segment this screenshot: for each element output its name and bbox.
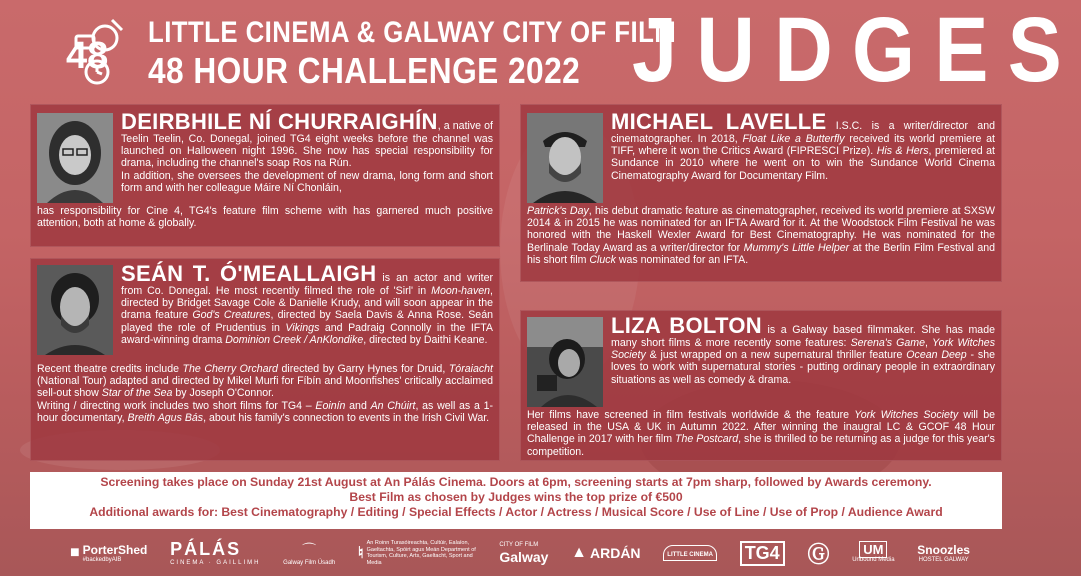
judge-bio: LIZA BOLTON is a Galway based filmmaker. She has made many short films & more recently some features: Serena's Game, York Witches Society & just wrapped on a new supernatural thriller feature Ocean Deep - she loves to work with supernatural stories - putting ordinary people in extraordinary situations as well as comedy & drama. xyxy=(611,313,995,386)
additional-awards: Additional awards for: Best Cinematography / Editing / Special Effects / Actor / Actress / Musical Score / Use of Line / Use of Prop / Audience Award xyxy=(89,505,943,519)
sponsor-palas: PÁLÁS CINEMA · GAILLIMH xyxy=(170,539,261,566)
sponsor-little-cinema: LITTLE CINEMA xyxy=(663,545,717,561)
judge-photo xyxy=(527,317,603,407)
judge-panel-michael xyxy=(520,104,1002,282)
sponsor-unbound-media: UM Unbound Media xyxy=(852,542,895,563)
judge-bio-continued: Her films have screened in film festivals worldwide & the feature York Witches Society will be released in the USA & UK in Autumn 2022. After winning the inaugral LC & GCOF 48 Hour Challenge in 2017 with her film The Postcard, she is thrilled to be returning as a judge for this year's competition. xyxy=(527,409,995,458)
judge-name: LIZA BOLTON xyxy=(611,313,762,338)
sponsor-portershed: ■ PorterShed #backedbyAIB xyxy=(70,542,148,563)
judge-bio-continued: has responsibility for Cine 4, TG4's feature film scheme with has garnered much positive attention, both at home & globally. xyxy=(37,205,493,230)
arch-icon: ⌒ xyxy=(302,542,317,558)
sponsor-logos xyxy=(70,534,970,572)
judge-panel-sean xyxy=(30,258,500,461)
sponsor-snoozles: Snoozles HOSTEL GALWAY xyxy=(917,542,970,563)
sponsor-galway-city-of-film: CITY OF FILM Galway xyxy=(499,541,549,565)
screening-details: Screening takes place on Sunday 21st August at An Pálás Cinema. Doors at 6pm, screening starts at 7pm sharp, followed by Awards ceremony. xyxy=(100,475,932,489)
sponsor-gaa-icon xyxy=(807,538,829,569)
judge-bio-continued: Recent theatre credits include The Cherry Orchard directed by Garry Hynes for Druid, Tóraiacht (National Tour) adapted and directed by Mikel Murfi for Fíbín and Moonfishes' critically acclaimed sell-out show Star of the Sea by Joseph O'Connor. Writing / directing work includes two short films for TG4 – Eoinín and An Chúirt, as well as a 1-hour documentary, Breith Agus Bás, about his family's connection to events in the Irish Civil War. xyxy=(37,363,493,424)
sponsor-tg4: TG4 xyxy=(740,541,785,566)
sponsor-department: ♮ An Roinn Turasóireachta, Cultúir, Ealaíon, Gaeltachta, Spóirt agus Meán Department of Tourism, Culture, Arts, Gaeltacht, Sport and Media xyxy=(357,540,476,566)
sponsor-ardan: ▲ ARDÁN xyxy=(571,544,641,561)
sponsor-galway-film-hub: ⌒ Galway Film Úsadh xyxy=(283,542,336,566)
judge-photo xyxy=(527,113,603,203)
g-logo-icon: Ⓖ xyxy=(807,541,830,567)
prize-info: Best Film as chosen by Judges wins the top prize of €500 xyxy=(349,490,683,504)
harp-icon: ♮ xyxy=(357,545,364,562)
judge-name: MICHAEL LAVELLE xyxy=(611,109,827,134)
48-hour-logo xyxy=(62,18,124,90)
judge-photo xyxy=(37,265,113,355)
portershed-icon: ■ xyxy=(70,544,80,561)
judge-bio-continued: Patrick's Day, his debut dramatic feature as cinematographer, received its world premiere at SXSW 2014 & in 2015 he was nominated for an IFTA Award for it. At the Woodstock Film Festival he was honored with the Haskell Wexler Award for Best Cinematography. He was nominated for the Berlinale Today Award as a writer/director for Mummy's Little Helper at the Berlin Film Festival and his short film Cluck was nominated for an IFTA. xyxy=(527,205,996,266)
judge-name: SEÁN T. Ó'MEALLAIGH xyxy=(121,261,377,286)
header-title-line1: LITTLE CINEMA & GALWAY CITY OF FILM xyxy=(148,16,677,49)
header-title-line2: 48 HOUR CHALLENGE 2022 xyxy=(148,50,581,91)
ardan-icon: ▲ xyxy=(571,544,587,561)
judge-bio: MICHAEL LAVELLE I.S.C. is a writer/director and cinematographer. In 2018, Float Like a Butterfly received its world premiere at TIFF, where it won the Critics Award (FIPRESCI Prize). His & Hers, premiered at Sundance in 2010 where he went on to win the Sundance World Cinema Cinematography Award for Documentary Film. xyxy=(611,109,995,182)
judge-panel-deirbhile xyxy=(30,104,500,247)
judge-bio: SEÁN T. Ó'MEALLAIGH is an actor and writer from Co. Donegal. He most recently filmed the role of 'Sirl' in Moon-haven, directed by Bridget Savage Cole & Danielle Krudy, and will soon appear in the drama feature God's Creatures, directed by Saela Davis & Anna Rose. Seán played the role of Prudentius in Vikings and Padraig Connolly in the IFTA award-winning drama Dominion Creek / AnKlondike, directed by Daithi Keane. xyxy=(121,261,493,346)
judge-bio: DEIRBHILE NÍ CHURRAIGHÍN, a native of Teelin Teelin, Co. Donegal, joined TG4 eight weeks before the channel was launched on Halloween night 1996. She now has special responsibility for drama, including the channel's soap Ros na Rún. In addition, she oversees the development of new drama, long form and short form and with her colleague Máire Ní Chonláin, xyxy=(121,109,493,194)
judge-name: DEIRBHILE NÍ CHURRAIGHÍN xyxy=(121,109,438,134)
logo-number: 48 xyxy=(66,35,109,77)
judges-heading: JUDGES xyxy=(632,0,1081,101)
judge-panel-liza xyxy=(520,310,1002,461)
screening-info-box xyxy=(30,472,1002,529)
judge-photo xyxy=(37,113,113,203)
